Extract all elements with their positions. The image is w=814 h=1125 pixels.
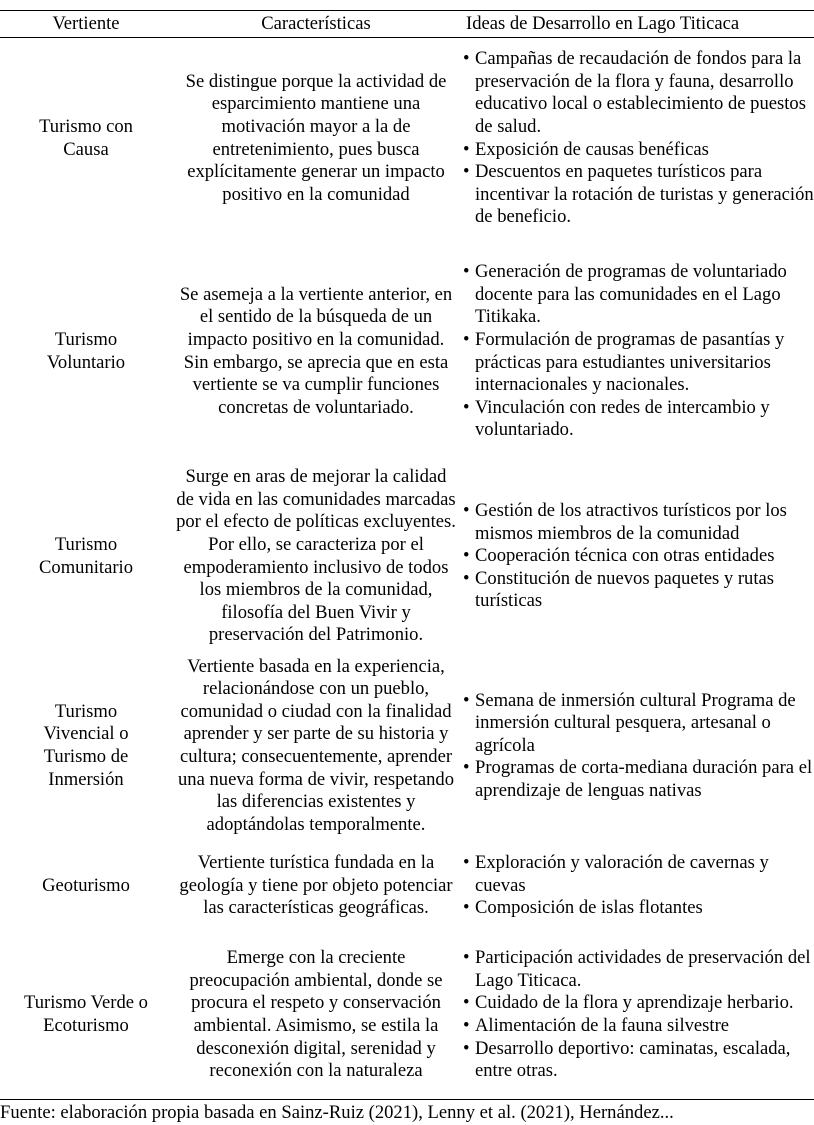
idea-item: • Gestión de los atractivos turísticos por los mismos miembros de la comunidad — [462, 500, 814, 545]
ideas-list — [462, 852, 814, 920]
ideas-cell — [460, 37, 814, 240]
idea-item: • Cuidado de la flora y aprendizaje herbario. — [462, 992, 814, 1015]
idea-item: • Programas de corta-mediana duración para el aprendizaje de lenguas nativas — [462, 757, 814, 802]
idea-item: • Constitución de nuevos paquetes y rutas turísticas — [462, 568, 814, 613]
vertiente-cell: Geoturismo — [42, 874, 130, 896]
ideas-list — [462, 261, 814, 442]
ideas-list — [462, 48, 814, 229]
vertiente-cell: Turismo Comunitario — [39, 533, 133, 578]
idea-item: • Participación actividades de preservación del Lago Titicaca. — [462, 947, 814, 992]
table-row — [0, 650, 814, 842]
header-caracteristicas: Características — [261, 12, 371, 34]
tourism-table — [0, 11, 814, 1100]
ideas-cell — [460, 463, 814, 650]
vertiente-cell: Turismo Voluntario — [46, 328, 126, 373]
idea-item: • Formulación de programas de pasantías y prácticas para estudiantes universitarios internacionales y nacionales. — [462, 329, 814, 397]
vertiente-cell: Turismo Verde o Ecoturismo — [24, 992, 148, 1036]
idea-item: • Exploración y valoración de cavernas y cuevas — [462, 852, 814, 897]
source-note: Fuente: elaboración propia basada en Sainz-Ruiz (2021), Lenny et al. (2021), Hernández... — [0, 1102, 674, 1123]
ideas-list — [462, 500, 814, 613]
table-row — [0, 930, 814, 1100]
idea-item: • Desarrollo deportivo: caminatas, escalada, entre otras. — [462, 1038, 814, 1083]
vertiente-cell: Turismo Vivencial o Turismo de Inmersión — [43, 700, 129, 790]
header-ideas: Ideas de Desarrollo en Lago Titicaca — [466, 12, 740, 34]
idea-item: • Cooperación técnica con otras entidades — [462, 545, 814, 568]
ideas-cell — [460, 240, 814, 463]
idea-item: • Exposición de causas benéficas — [462, 139, 814, 162]
idea-item: • Composición de islas flotantes — [462, 897, 814, 920]
table-row — [0, 463, 814, 650]
idea-item: • Campañas de recaudación de fondos para la preservación de la flora y fauna, desarrollo educativo local o establecimiento de puestos de salud. — [462, 48, 814, 138]
header-row — [0, 11, 814, 37]
idea-item: • Alimentación de la fauna silvestre — [462, 1015, 814, 1038]
caracteristicas-cell: Se asemeja a la vertiente anterior, en el sentido de la búsqueda de un impacto positivo en la comunidad. Sin embargo, se aprecia que en esta vertiente se va cumplir funciones concretas de voluntariado. — [179, 283, 453, 418]
idea-item: • Generación de programas de voluntariado docente para las comunidades en el Lago Titikaka. — [462, 261, 814, 329]
ideas-list — [462, 947, 814, 1083]
ideas-cell — [460, 842, 814, 930]
vertiente-cell: Turismo con Causa — [39, 115, 133, 160]
table-row — [0, 842, 814, 930]
idea-item: • Vinculación con redes de intercambio y voluntariado. — [462, 397, 814, 442]
caracteristicas-cell: Vertiente turística fundada en la geología y tiene por objeto potenciar las características geográficas. — [179, 852, 453, 919]
idea-item: • Semana de inmersión cultural Programa de inmersión cultural pesquera, artesanal o agrícola — [462, 690, 814, 758]
header-vertiente: Vertiente — [52, 12, 120, 34]
caracteristicas-cell: Vertiente basada en la experiencia, relacionándose con un pueblo, comunidad o ciudad con la finalidad aprender y ser parte de su historia y cultura; consecuentemente, aprender una nueva forma de vivir, respetando las diferencias existentes y adoptándolas temporalmente. — [178, 655, 454, 835]
caracteristicas-cell: Emerge con la creciente preocupación ambiental, donde se procura el respeto y conservación ambiental. Asimismo, se estila la desconexión digital, serenidad y reconexión con la naturaleza — [189, 947, 443, 1082]
ideas-cell — [460, 650, 814, 842]
idea-item: • Descuentos en paquetes turísticos para incentivar la rotación de turistas y generación de beneficio. — [462, 161, 814, 229]
ideas-list — [462, 690, 814, 803]
ideas-cell — [460, 930, 814, 1100]
caracteristicas-cell: Se distingue porque la actividad de esparcimiento mantiene una motivación mayor a la de entretenimiento, pues busca explícitamente generar un impacto positivo en la comunidad — [185, 70, 447, 205]
caracteristicas-cell: Surge en aras de mejorar la calidad de vida en las comunidades marcadas por el efecto de políticas excluyentes. Por ello, se caracteriza por el empoderamiento inclusivo de todos los miembros de la comunidad, filosofía del Buen Vivir y preservación del Patrimonio. — [176, 466, 456, 646]
table-row — [0, 37, 814, 240]
table-row — [0, 240, 814, 463]
